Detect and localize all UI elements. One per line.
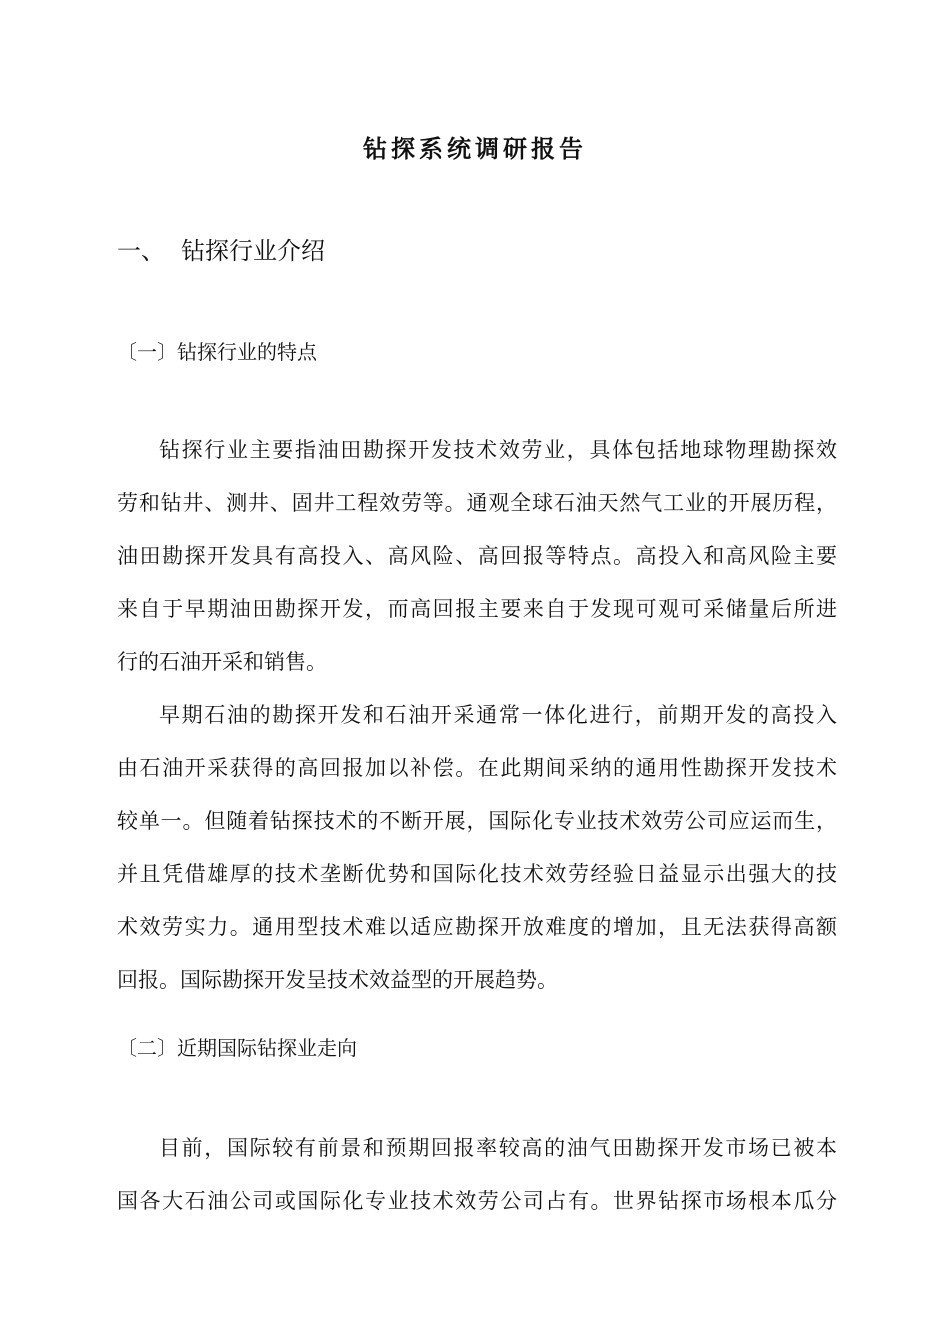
section-number: 一、 [117, 237, 165, 265]
text-line: 油田勘探开发具有高投入、高风险、高回报等特点。高投入和高风险主要 [117, 544, 837, 568]
subsection-2-body [117, 1129, 837, 1235]
text-line: 钻探行业主要指油田勘探开发技术效劳业，具体包括地球物理勘探效 [159, 438, 837, 462]
text-line: 较单一。但随着钻探技术的不断开展，国际化专业技术效劳公司应运而生， [117, 809, 837, 833]
text-line: 来自于早期油田勘探开发，而高回报主要来自于发现可观可采储量后所进 [117, 597, 837, 621]
text-line: 术效劳实力。通用型技术难以适应勘探开放难度的增加，且无法获得高额 [117, 915, 837, 939]
text-line: 行的石油开采和销售。 [117, 650, 327, 674]
text-line: 由石油开采获得的高回报加以补偿。在此期间采纳的通用性勘探开发技术 [117, 756, 837, 780]
subsection-1-body [117, 431, 837, 1014]
section-heading-1 [117, 234, 325, 268]
subsection-heading-2: 〔二〕近期国际钻探业走向 [117, 1036, 357, 1060]
text-line: 目前，国际较有前景和预期回报率较高的油气田勘探开发市场已被本 [159, 1136, 837, 1160]
text-line: 劳和钻井、测井、固井工程效劳等。通观全球石油天然气工业的开展历程， [117, 491, 837, 515]
section-heading-text: 钻探行业介绍 [181, 237, 325, 265]
text-line: 回报。国际勘探开发呈技术效益型的开展趋势。 [117, 968, 558, 992]
document-title: 钻探系统调研报告 [363, 134, 587, 163]
text-line: 国各大石油公司或国际化专业技术效劳公司占有。世界钻探市场根本瓜分 [117, 1189, 837, 1213]
text-line: 并且凭借雄厚的技术垄断优势和国际化技术效劳经验日益显示出强大的技 [117, 862, 837, 886]
text-line: 早期石油的勘探开发和石油开采通常一体化进行，前期开发的高投入 [159, 703, 837, 727]
subsection-heading-1: 〔一〕钻探行业的特点 [117, 340, 317, 364]
